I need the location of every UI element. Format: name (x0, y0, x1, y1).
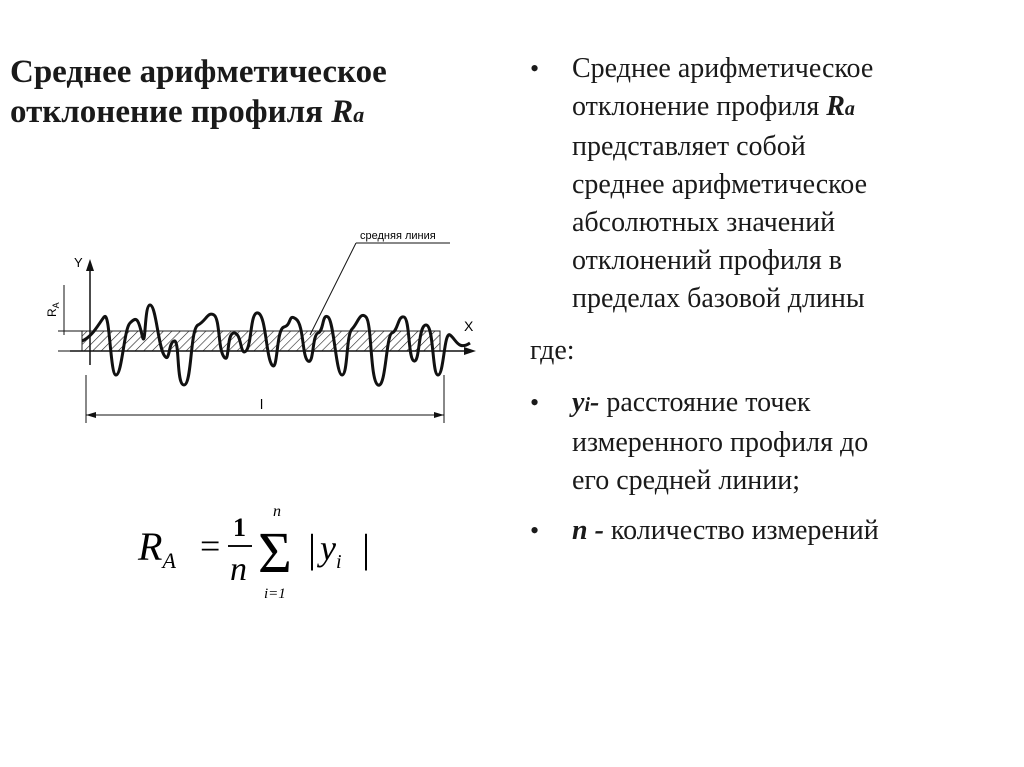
definition-line-4: среднее арифметическое (572, 169, 868, 200)
slide-title (10, 52, 490, 135)
item-yi-line-3: его средней линии; (572, 465, 801, 496)
length-arrow-left (86, 412, 96, 418)
item-yi-line-1: yi- расстояние точек (572, 387, 811, 418)
definition-line-1: Среднее арифметическое (572, 53, 874, 84)
mean-line-leader (310, 243, 356, 335)
formula-var: $y_i$ (320, 528, 342, 573)
definition-column (530, 50, 1000, 550)
formula-abs-close: | (362, 526, 371, 571)
definition-line-6: отклонений профиля в (572, 245, 842, 276)
mean-line-label: средняя линия (360, 230, 436, 242)
item-n (530, 512, 1000, 550)
title-text: Среднее арифметическое отклонение профиля (10, 54, 387, 130)
y-axis-arrow (86, 259, 94, 271)
formula-equals: = (200, 526, 221, 566)
formula-abs-open: | (308, 526, 317, 571)
bullet-marker: • (530, 516, 540, 545)
formula-sum-bottom: i=1 (264, 586, 286, 602)
definition-line-7: пределах базовой длины (572, 283, 865, 314)
bullet-marker: • (530, 54, 540, 83)
formula-sum-top: n (273, 503, 281, 520)
item-yi (530, 384, 1000, 500)
definition-line-2: отклонение профиля Ra (572, 91, 855, 122)
definition-line-3: представляет собой (572, 131, 806, 162)
x-axis-arrow (464, 347, 476, 355)
ra-formula (130, 498, 390, 608)
length-arrow-right (434, 412, 444, 418)
title-symbol-sub: a (353, 102, 365, 127)
item-n-line-1: n - количество измерений (572, 515, 879, 546)
item-yi-line-2: измеренного профиля до (572, 427, 869, 458)
title-symbol: R (331, 94, 354, 130)
formula-numerator: 1 (233, 513, 246, 542)
formula-sigma: Σ (258, 520, 292, 585)
formula-denominator: n (230, 551, 247, 588)
definition-line-5: абсолютных значений (572, 207, 836, 238)
ra-label: $R_A$ (45, 302, 61, 317)
definition-bullet (530, 50, 1000, 318)
where-label: где: (530, 335, 575, 366)
y-axis-label: Y (74, 255, 83, 270)
profile-diagram (40, 225, 500, 435)
length-label: l (260, 396, 264, 412)
x-axis-label: X (464, 318, 474, 334)
formula-lhs: $R_A$ (138, 524, 176, 573)
bullet-marker: • (530, 388, 540, 417)
